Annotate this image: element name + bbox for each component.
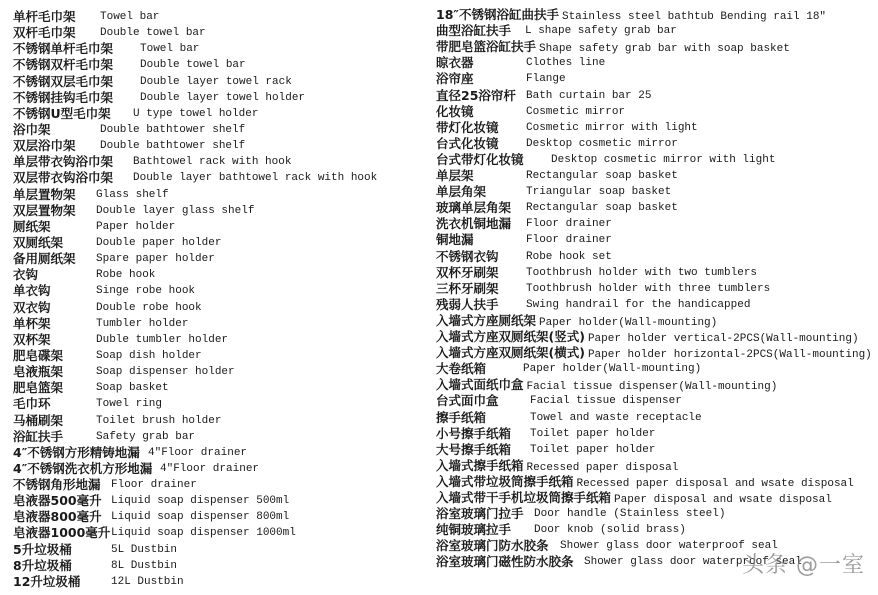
chinese-term: 直径25浴帘杆 bbox=[436, 87, 516, 103]
english-term: Towel bar bbox=[140, 43, 200, 56]
chinese-term: 台式带灯化妆镜 bbox=[436, 151, 524, 167]
chinese-term: 8升垃圾桶 bbox=[13, 557, 72, 573]
chinese-term: 双杆毛巾架 bbox=[13, 25, 76, 41]
chinese-term: 双层带衣钩浴巾架 bbox=[13, 170, 114, 186]
chinese-term: 马桶刷架 bbox=[13, 412, 64, 428]
english-term: Toilet paper holder bbox=[530, 427, 656, 440]
english-term: Shower glass door waterproof seal bbox=[560, 540, 778, 553]
english-term: Bathtowel rack with hook bbox=[133, 156, 292, 169]
english-term: Toothbrush holder with three tumblers bbox=[526, 282, 771, 295]
chinese-term: 大卷纸箱 bbox=[436, 361, 487, 377]
english-term: Towel and waste receptacle bbox=[530, 411, 702, 424]
english-term: Door handle (Stainless steel) bbox=[534, 508, 726, 521]
english-term: Recessed paper disposal bbox=[526, 461, 679, 474]
english-term: Paper holder(Wall-mounting) bbox=[523, 363, 702, 376]
english-term: Robe hook bbox=[96, 269, 156, 282]
chinese-term: 铜地漏 bbox=[436, 232, 474, 248]
chinese-term: 双杯架 bbox=[13, 331, 51, 347]
english-term: Double paper holder bbox=[96, 236, 222, 249]
english-term: Double towel bar bbox=[140, 59, 246, 72]
english-term: Soap basket bbox=[96, 382, 169, 395]
chinese-term: 双衣钩 bbox=[13, 299, 51, 315]
english-term: Triangular soap basket bbox=[526, 186, 672, 199]
english-term: Paper holder(Wall-mounting) bbox=[539, 316, 718, 329]
chinese-term: 双层浴巾架 bbox=[13, 138, 76, 154]
chinese-term: 衣钩 bbox=[13, 267, 39, 283]
chinese-term: 肥皂篮架 bbox=[13, 380, 64, 396]
chinese-term: 入墙式带垃圾筒擦手纸箱 bbox=[436, 473, 574, 489]
english-term: 8L Dustbin bbox=[111, 559, 178, 572]
chinese-term: 单层置物架 bbox=[13, 186, 76, 202]
chinese-term: 三杯牙刷架 bbox=[436, 280, 499, 296]
chinese-term: 晾衣器 bbox=[436, 55, 474, 71]
english-term: Shape safety grab bar with soap basket bbox=[539, 43, 790, 56]
chinese-term: 纯铜玻璃拉手 bbox=[436, 522, 512, 538]
english-term: Door knob (solid brass) bbox=[534, 524, 686, 537]
chinese-term: 不锈钢双杆毛巾架 bbox=[13, 57, 114, 73]
chinese-term: 带肥皂篮浴缸扶手 bbox=[436, 39, 537, 55]
english-term: 5L Dustbin bbox=[111, 543, 178, 556]
english-term: Desktop cosmetic mirror bbox=[526, 137, 678, 150]
english-term: Singe robe hook bbox=[96, 285, 196, 298]
chinese-term: 12升垃圾桶 bbox=[13, 573, 81, 589]
english-term: Toilet paper holder bbox=[530, 443, 656, 456]
glossary-entry bbox=[436, 7, 826, 23]
glossary-entry bbox=[436, 474, 854, 490]
english-term: Soap dish holder bbox=[96, 349, 202, 362]
chinese-term: 残弱人扶手 bbox=[436, 296, 499, 312]
chinese-term: 浴帘座 bbox=[436, 71, 474, 87]
chinese-term: 毛巾环 bbox=[13, 396, 51, 412]
english-term: Double bathtower shelf bbox=[100, 123, 246, 136]
english-term: Swing handrail for the handicapped bbox=[526, 298, 751, 311]
english-term: 12L Dustbin bbox=[111, 575, 184, 588]
chinese-term: 5升垃圾桶 bbox=[13, 541, 72, 557]
chinese-term: 入墙式面纸巾盒 bbox=[436, 377, 524, 393]
english-term: U type towel holder bbox=[133, 107, 259, 120]
english-term: Cosmetic mirror bbox=[526, 105, 626, 118]
glossary-entry bbox=[436, 345, 872, 361]
english-term: Double layer bathtowel rack with hook bbox=[133, 172, 378, 185]
chinese-term: 带灯化妆镜 bbox=[436, 119, 499, 135]
english-term: Toothbrush holder with two tumblers bbox=[526, 266, 758, 279]
english-term: Bath curtain bar 25 bbox=[526, 89, 652, 102]
english-term: Double robe hook bbox=[96, 301, 202, 314]
english-term: L shape safety grab bar bbox=[525, 25, 677, 38]
english-term: Duble tumbler holder bbox=[96, 333, 229, 346]
english-term: Liquid soap dispenser 500ml bbox=[111, 495, 290, 508]
english-term: Recessed paper disposal and wsate disposal bbox=[576, 477, 854, 490]
english-term: Facial tissue dispenser(Wall-mounting) bbox=[526, 381, 778, 394]
english-term: Rectangular soap basket bbox=[526, 170, 678, 182]
chinese-term: 皂液器500毫升 bbox=[13, 493, 102, 509]
chinese-term: 不锈钢单杆毛巾架 bbox=[13, 41, 114, 57]
chinese-term: 肥皂碟架 bbox=[13, 347, 64, 363]
chinese-term: 单杯架 bbox=[13, 315, 51, 331]
glossary-entry bbox=[436, 490, 832, 506]
english-term: Towel ring bbox=[96, 398, 163, 411]
english-term: Shower glass door waterproof seal bbox=[584, 556, 802, 569]
chinese-term: 不锈钢角形地漏 bbox=[13, 477, 101, 493]
english-term: Clothes line bbox=[526, 57, 606, 70]
chinese-term: 不锈钢衣钩 bbox=[436, 248, 499, 264]
english-term: 4″Floor drainer bbox=[148, 446, 248, 459]
english-term: Safety grab bar bbox=[96, 430, 196, 443]
english-term: Facial tissue dispenser bbox=[530, 395, 682, 408]
chinese-term: 擦手纸箱 bbox=[436, 409, 487, 425]
english-term: Toilet brush holder bbox=[96, 414, 222, 427]
english-term: Stainless steel bathtub Bending rail 18″ bbox=[561, 11, 827, 23]
chinese-term: 单层架 bbox=[436, 168, 474, 183]
chinese-term: 双杯牙刷架 bbox=[436, 264, 499, 280]
english-term: Spare paper holder bbox=[96, 253, 215, 266]
english-term: Desktop cosmetic mirror with light bbox=[551, 153, 776, 166]
chinese-term: 单层角架 bbox=[436, 184, 487, 200]
glossary-entry bbox=[436, 313, 717, 329]
chinese-term: 单层带衣钩浴巾架 bbox=[13, 154, 114, 170]
chinese-term: 不锈钢U型毛巾架 bbox=[13, 105, 111, 121]
english-term: Tumbler holder bbox=[96, 317, 189, 330]
english-term: Flange bbox=[526, 73, 566, 86]
chinese-term: 单杆毛巾架 bbox=[13, 9, 76, 24]
chinese-term: 单衣钩 bbox=[13, 283, 51, 299]
glossary-entry bbox=[436, 39, 790, 55]
chinese-term: 浴巾架 bbox=[13, 121, 51, 137]
chinese-term: 小号擦手纸箱 bbox=[436, 425, 512, 441]
chinese-term: 入墙式方座双厕纸架(横式) bbox=[436, 345, 585, 361]
chinese-term: 皂液瓶架 bbox=[13, 364, 64, 380]
english-term: Liquid soap dispenser 800ml bbox=[111, 511, 290, 524]
watermark-logo: 头条 @一室 bbox=[742, 553, 865, 578]
english-term: Rectangular soap basket bbox=[526, 202, 678, 215]
english-term: Glass shelf bbox=[96, 188, 169, 201]
chinese-term: 4″不锈钢洗衣机方形地漏 bbox=[13, 460, 153, 476]
chinese-term: 玻璃单层角架 bbox=[436, 200, 512, 216]
chinese-term: 浴缸扶手 bbox=[13, 428, 64, 444]
chinese-term: 入墙式擦手纸箱 bbox=[436, 457, 524, 473]
chinese-term: 台式化妆镜 bbox=[436, 135, 499, 151]
english-term: 4″Floor drainer bbox=[160, 462, 260, 475]
chinese-term: 台式面巾盒 bbox=[436, 393, 499, 409]
english-term: Double towel bar bbox=[100, 27, 206, 40]
chinese-term: 4″不锈钢方形精铸地漏 bbox=[13, 444, 140, 460]
english-term: Paper disposal and wsate disposal bbox=[614, 494, 832, 506]
chinese-term: 入墙式方座双厕纸架(竖式) bbox=[436, 329, 585, 344]
english-term: Floor drainer bbox=[111, 479, 197, 492]
english-term: Paper holder bbox=[96, 220, 176, 233]
english-term: Towel bar bbox=[100, 11, 160, 23]
english-term: Paper holder vertical-2PCS(Wall-mounting) bbox=[587, 333, 859, 345]
chinese-term: 浴室玻璃门磁性防水胶条 bbox=[436, 554, 574, 570]
chinese-term: 双层置物架 bbox=[13, 202, 76, 218]
english-term: Double bathtower shelf bbox=[100, 140, 246, 153]
chinese-term: 浴室玻璃门拉手 bbox=[436, 506, 524, 522]
english-term: Liquid soap dispenser 1000ml bbox=[111, 527, 296, 540]
chinese-term: 不锈钢挂钩毛巾架 bbox=[13, 89, 114, 105]
glossary-entry bbox=[436, 458, 678, 474]
chinese-term: 入墙式带干手机垃圾筒擦手纸箱 bbox=[436, 490, 612, 505]
english-term: Double layer glass shelf bbox=[96, 204, 255, 217]
chinese-term: 入墙式方座厕纸架 bbox=[436, 312, 537, 328]
english-term: Floor drainer bbox=[526, 234, 612, 247]
english-term: Double layer towel holder bbox=[140, 91, 306, 104]
chinese-term: 厕纸架 bbox=[13, 218, 51, 234]
chinese-term: 不锈钢双层毛巾架 bbox=[13, 73, 114, 89]
chinese-term: 洗衣机铜地漏 bbox=[436, 216, 512, 232]
chinese-term: 皂液器800毫升 bbox=[13, 509, 102, 525]
glossary-entry bbox=[436, 377, 777, 393]
chinese-term: 曲型浴缸扶手 bbox=[436, 23, 512, 39]
english-term: Soap dispenser holder bbox=[96, 366, 235, 379]
english-term: Paper holder horizontal-2PCS(Wall-mounting) bbox=[587, 349, 872, 362]
chinese-term: 大号擦手纸箱 bbox=[436, 441, 512, 457]
chinese-term: 皂液器1000毫升 bbox=[13, 525, 111, 541]
chinese-term: 备用厕纸架 bbox=[13, 251, 76, 267]
english-term: Cosmetic mirror with light bbox=[526, 121, 698, 134]
glossary-entry bbox=[436, 329, 859, 345]
chinese-term: 化妆镜 bbox=[436, 103, 474, 119]
chinese-term: 双厕纸架 bbox=[13, 234, 64, 250]
english-term: Floor drainer bbox=[526, 218, 612, 231]
english-term: Double layer towel rack bbox=[140, 75, 292, 88]
english-term: Robe hook set bbox=[526, 250, 612, 263]
chinese-term: 18″不锈钢浴缸曲扶手 bbox=[436, 7, 559, 22]
chinese-term: 浴室玻璃门防水胶条 bbox=[436, 538, 549, 554]
